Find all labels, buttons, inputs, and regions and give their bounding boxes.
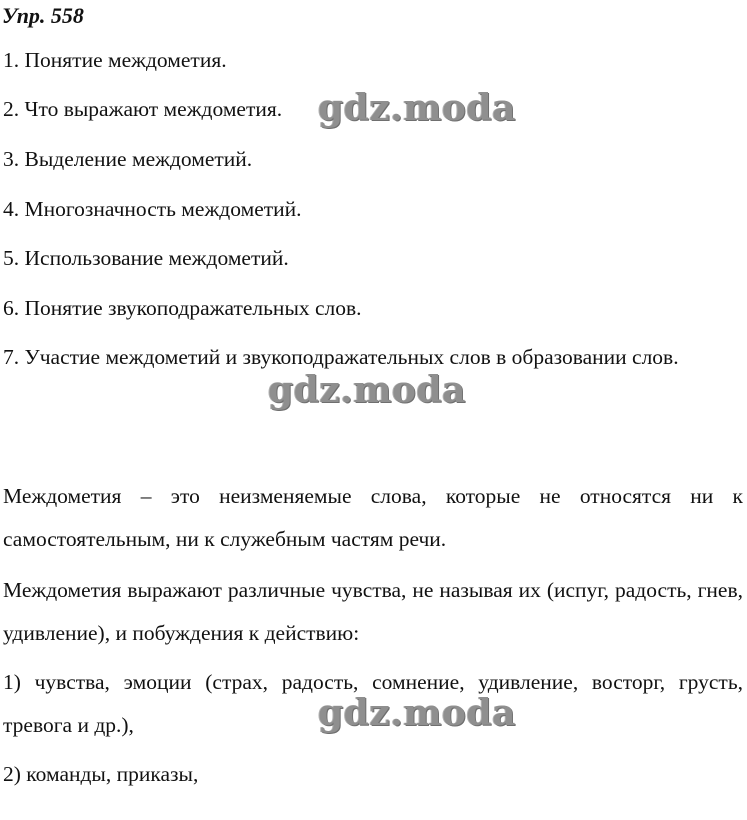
watermark: gdz.moda xyxy=(318,87,516,129)
outline-item: 6. Понятие звукоподражательных слов. xyxy=(3,296,362,320)
outline-item: 7. Участие междометий и звукоподражательных слов в образовании слов. xyxy=(3,345,679,369)
outline-item: 4. Многозначность междометий. xyxy=(3,197,302,221)
exercise-heading: Упр. 558 xyxy=(2,3,84,28)
paragraph-meaning: Междометия выражают различные чувства, не называя их (испуг, радость, гнев, удивление), и побуждения к действию: xyxy=(3,578,743,645)
paragraph-definition: Междометия – это неизменяемые слова, которые не относятся ни к самостоятельным, ни к служебным частям речи. xyxy=(3,484,743,551)
watermark: gdz.moda xyxy=(318,692,516,734)
outline-item: 1. Понятие междометия. xyxy=(3,48,227,72)
list-item-commands: 2) команды, приказы, xyxy=(3,762,199,786)
outline-item: 5. Использование междометий. xyxy=(3,246,289,270)
outline-item: 3. Выделение междометий. xyxy=(3,147,253,171)
watermark: gdz.moda xyxy=(268,369,466,411)
outline-item: 2. Что выражают междометия. xyxy=(3,97,283,121)
list-item-feelings: 1) чувства, эмоции (страх, радость, сомнение, удивление, восторг, грусть, тревога и др.), xyxy=(3,670,743,737)
